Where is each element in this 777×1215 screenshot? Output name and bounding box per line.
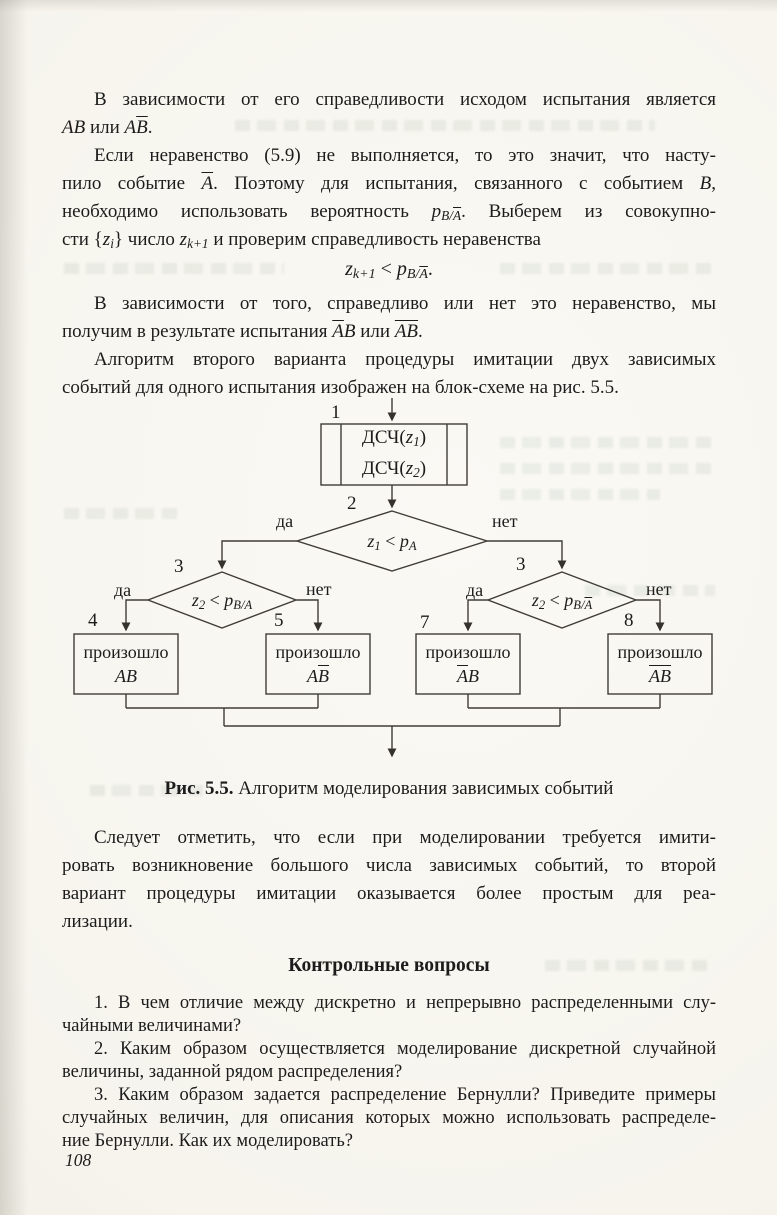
text-line: ние Бернулли. Как их моделировать?: [62, 1131, 354, 1151]
flow-box-4-line2: AB: [115, 666, 137, 686]
text-line: пило событие $\overline{A}$. Поэтому для испытания, связанного с событием B,: [62, 173, 716, 194]
flow-box-7-text: [416, 634, 520, 694]
text-line: Алгоритм второго варианта процедуры имитации двух зависимых: [94, 349, 716, 370]
flow-box-8-text: [608, 634, 712, 694]
text-line: AB или $A\overline{B}$.: [62, 117, 153, 138]
paragraph-algorithm: [62, 346, 716, 402]
flow-box-8-line2: $\overline{AB}$: [649, 666, 671, 686]
text-line: величины, заданной рядом распределения?: [62, 1062, 403, 1082]
flow-label-yes-2: да: [276, 511, 294, 531]
flow-line-3l-yes: [126, 600, 148, 630]
flow-num-2: 2: [347, 493, 357, 514]
flow-box-5-line2: $A\overline{B}$: [307, 666, 329, 686]
text-line: вариант процедуры имитации оказывается более простым для реа-: [62, 883, 716, 904]
flow-line-3l-no: [296, 600, 318, 630]
text-line: получим в результате испытания $\overline{A}B$ или $\overline{AB}$.: [62, 321, 423, 342]
flow-num-5: 5: [274, 610, 284, 631]
flow-num-8: 8: [624, 610, 634, 631]
flow-label-no-3l: нет: [306, 579, 332, 599]
flow-box-7-line2: $\overline{A}B$: [457, 666, 479, 686]
text-line: В зависимости от его справедливости исходом испытания является: [94, 89, 716, 110]
flow-label-no-2: нет: [492, 511, 518, 531]
text-line: сти {zi} число zk+1 и проверим справедливость неравенства: [62, 229, 541, 251]
flow-label-yes-3l: да: [114, 580, 132, 600]
formula-z-k1: $zk+1 < pB/\overline{A}$.: [345, 258, 433, 283]
text-line: событий для одного испытания изображен на блок-схеме на рис. 5.5.: [62, 377, 619, 398]
text-line: ровать возникновение большого числа зависимых событий, то второй: [62, 855, 716, 876]
flow-line-3r-no: [636, 600, 660, 630]
flow-num-4: 4: [88, 610, 98, 631]
paragraph-note: [62, 824, 716, 936]
text-line: чайными величинами?: [62, 1016, 242, 1036]
page-number: 108: [65, 1150, 92, 1170]
question-3: [62, 1084, 716, 1153]
flow-box-5-text: [266, 634, 370, 694]
text-line: 3. Каким образом задается распределение Бернулли? Приведите примеры: [94, 1085, 716, 1105]
flow-line-2-yes: [222, 541, 297, 568]
paragraph-inequality: [62, 142, 716, 254]
flow-num-1: 1: [331, 402, 341, 423]
flow-num-7: 7: [420, 612, 430, 633]
flow-merge-lines: [126, 694, 660, 726]
flow-label-no-3r: нет: [646, 579, 672, 599]
question-1: [62, 992, 716, 1038]
flow-block-1-text: [341, 426, 447, 483]
flow-box-5-line1: произошло: [275, 642, 361, 662]
flow-box-8-line1: произошло: [617, 642, 703, 662]
paragraph-result: [62, 290, 716, 346]
flow-box-4-text: [74, 634, 178, 694]
flow-cond-3r: $z2 < pB/\overline{A}$: [531, 590, 593, 612]
flow-box-7-line1: произошло: [425, 642, 511, 662]
text-line: 2. Каким образом осуществляется моделирование дискретной случайной: [94, 1039, 716, 1059]
flow-cond-2: z1 < pA: [367, 531, 417, 553]
text-line: 1. В чем отличие между дискретно и непрерывно распределенными слу-: [94, 993, 716, 1013]
flow-cond-3l: z2 < pB/A: [191, 590, 253, 612]
questions-heading: Контрольные вопросы: [288, 955, 490, 976]
flow-block-1-line1: ДСЧ(z1): [361, 426, 427, 449]
flowchart-fig-5-5: [0, 396, 777, 778]
flow-label-yes-3r: да: [466, 580, 484, 600]
text-line: лизации.: [62, 911, 133, 932]
question-2: [62, 1038, 716, 1084]
flow-block-1-line2: ДСЧ(z2): [361, 457, 427, 480]
text-line: необходимо использовать вероятность $pB/\overline{A}$. Выберем из совокупно-: [62, 201, 716, 223]
flow-num-3-left: 3: [174, 556, 184, 577]
figure-caption: Рис. 5.5. Алгоритм моделирования зависимых событий: [164, 778, 614, 799]
flow-num-3-right: 3: [516, 554, 526, 575]
text-line: случайных величин, для описания которых можно использовать распределе-: [62, 1108, 716, 1128]
flow-line-3r-yes: [468, 600, 488, 630]
flow-box-4-line1: произошло: [83, 642, 169, 662]
text-line: Если неравенство (5.9) не выполняется, то это значит, что насту-: [94, 145, 716, 166]
paragraph-outcome: [62, 86, 716, 142]
text-line: В зависимости от того, справедливо или нет это неравенство, мы: [94, 293, 716, 314]
text-line: Следует отметить, что если при моделировании требуется имити-: [94, 827, 716, 848]
